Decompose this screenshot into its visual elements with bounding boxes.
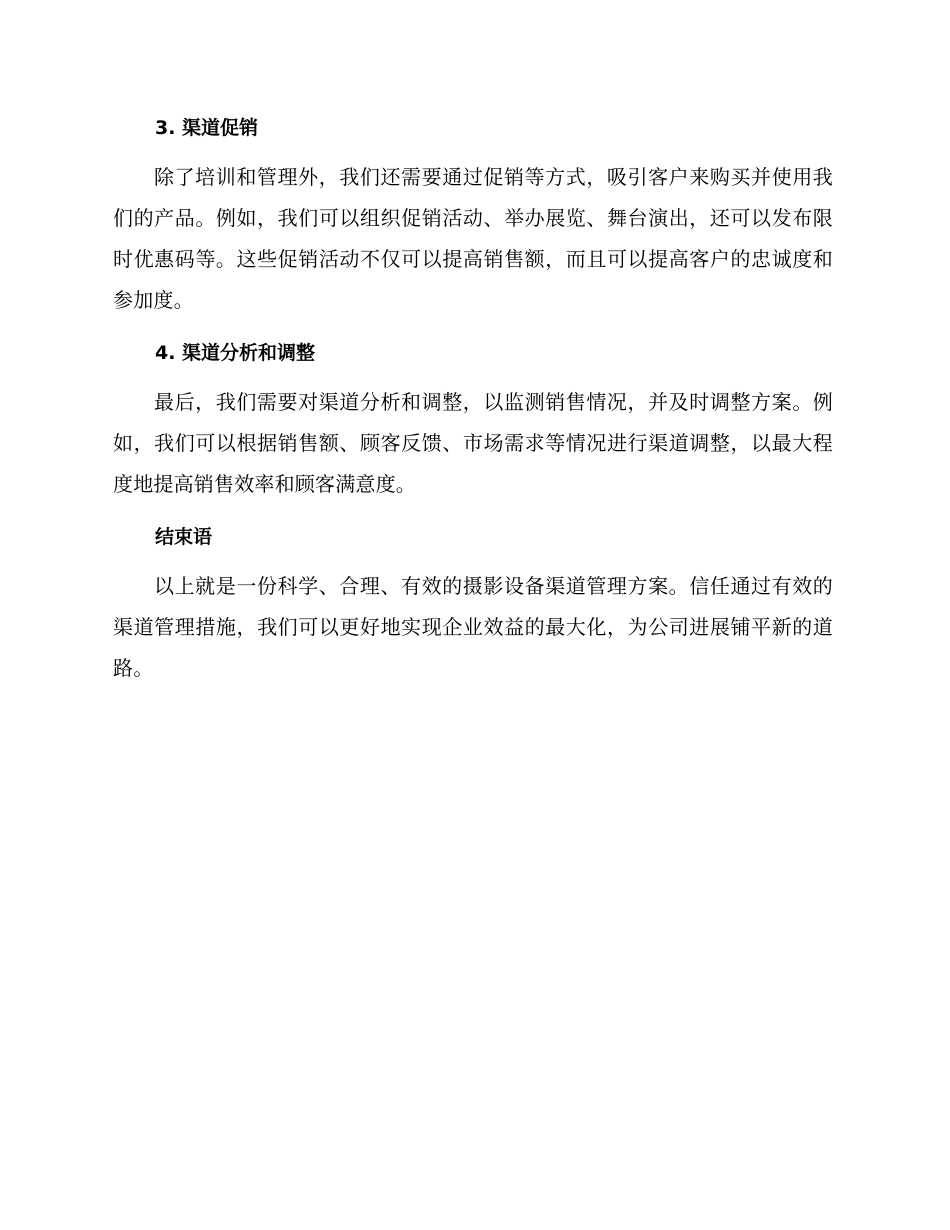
paragraph-conclusion: 以上就是一份科学、合理、有效的摄影设备渠道管理方案。信任通过有效的渠道管理措施，我们可以更好地实现企业效益的最大化，为公司进展铺平新的道路。 bbox=[113, 574, 833, 680]
section-heading-channel-promotion: 3. 渠道促销 bbox=[155, 117, 259, 139]
document-body bbox=[113, 108, 833, 701]
section-heading-channel-analysis: 4. 渠道分析和调整 bbox=[155, 342, 316, 364]
paragraph-channel-analysis: 最后，我们需要对渠道分析和调整，以监测销售情况，并及时调整方案。例如，我们可以根据销售额、顾客反馈、市场需求等情况进行渠道调整，以最大程度地提高销售效率和顾客满意度。 bbox=[113, 390, 833, 496]
section-heading-conclusion: 结束语 bbox=[155, 526, 213, 548]
paragraph-channel-promotion: 除了培训和管理外，我们还需要通过促销等方式，吸引客户来购买并使用我们的产品。例如，我们可以组织促销活动、举办展览、舞台演出，还可以发布限时优惠码等。这些促销活动不仅可以提高销售额，而且可以提高客户的忠诚度和参加度。 bbox=[113, 165, 833, 312]
